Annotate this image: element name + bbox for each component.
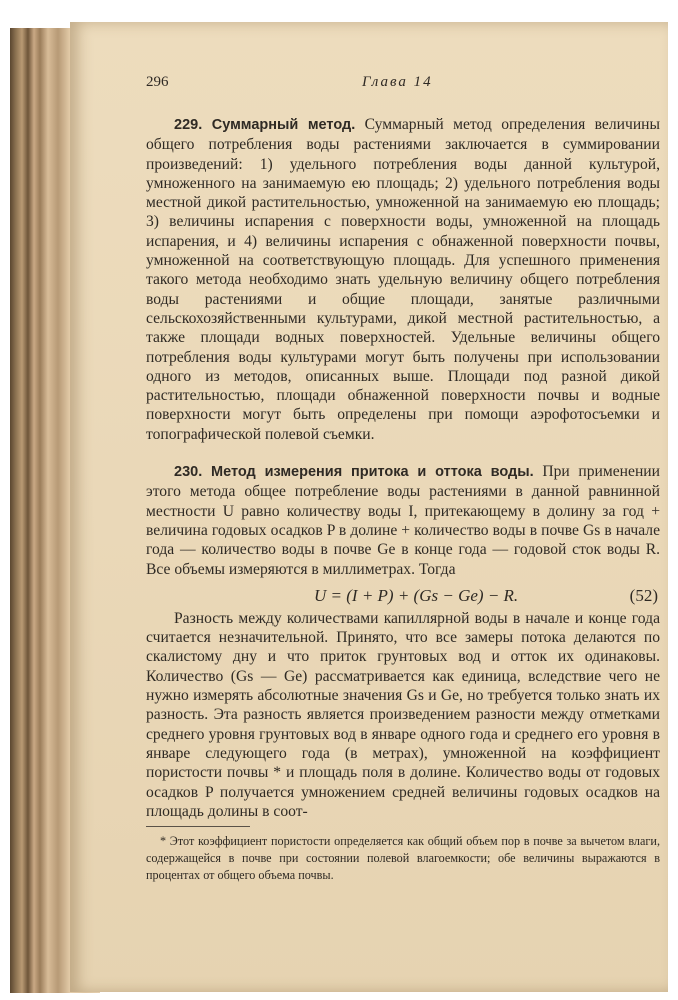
paragraph-after-formula-text: Разность между количествами капиллярной воды в начале и конце года считается незначительной. Принято, что все замеры потока делаются по скалистому дну и что приток грунтовых вод и отток их одинаковы. Количество (Gs — Ge) рассматривается как единица, вследствие чего не нужно измерять абсолютные значения Gs и Ge, но требуется только знать их разность. Эта разность является произведением разности между отметками среднего уровня грунтовых вод в январе одного года и среднего его уровня в январе следующего года (в метрах), умноженной на коэффициент пористости почвы * и площадь поля в долине. Количество воды от годовых осадков P получается умножением средней величины годовых осадков на площадь долины в соот- <box>146 609 660 820</box>
page-header <box>146 74 660 94</box>
page-number: 296 <box>146 74 169 90</box>
section-230-paragraph <box>146 462 660 579</box>
section-229-text: Суммарный метод определения величины общего потребления воды растениями заключается в суммировании произведений: 1) удельного потребления воды данной культурой, умноженного на занимаемую ею площадь; 2) удельного потребления воды местной дикой растительностью, умноженной на занимаемую ею площадь; 3) величины испарения с поверхности воды, умноженной на площадь испарения, и 4) величины испарения с обнаженной поверхности почвы, умноженной на соответствующую площадь. Для успешного применения такого метода необходимо знать удельную величину общего потребления воды растениями и общие площади, занятые различными сельскохозяйственными культурами, дикой местной растительностью, а также площади водных поверхностей. Удельные величины общего потребления воды культурами могут быть получены при использовании одного из методов, описанных выше. Площади под разной дикой растительностью, площади обнаженной поверхности почвы и водные поверхности могут быть определены при помощи аэрофотосъемки и топографической полевой съемки. <box>146 116 660 443</box>
formula-expression: U = (I + P) + (Gs − Ge) − R. <box>314 585 519 605</box>
formula-52 <box>146 579 660 609</box>
footnote <box>146 833 660 884</box>
page-body <box>146 115 660 821</box>
footnote-rule <box>146 826 250 827</box>
section-230-text: При применении этого метода общее потребление воды растениями в данной равнинной местности U равно количеству воды I, притекающему в долину за год + величина годовых осадков P в долине + количество воды в почве Gs в начале года — количество воды в почве Ge в конце года — годовой сток воды R. Все объемы измеряются в миллиметрах. Тогда <box>146 463 660 578</box>
paragraph-after-formula <box>146 609 660 821</box>
chapter-title: Глава 14 <box>362 74 433 90</box>
section-gap <box>146 444 660 462</box>
formula-number: (52) <box>629 585 658 605</box>
section-230-title: 230. Метод измерения притока и оттока воды. <box>174 464 534 481</box>
footnote-text: * Этот коэффициент пористости определяется как общий объем пор в почве за вычетом влаги, содержащейся в почве при состоянии полевой влагоемкости; обе величины выражаются в процентах от общего объема почвы. <box>146 834 660 882</box>
section-229-paragraph <box>146 115 660 444</box>
section-229-title: 229. Суммарный метод. <box>174 117 356 133</box>
